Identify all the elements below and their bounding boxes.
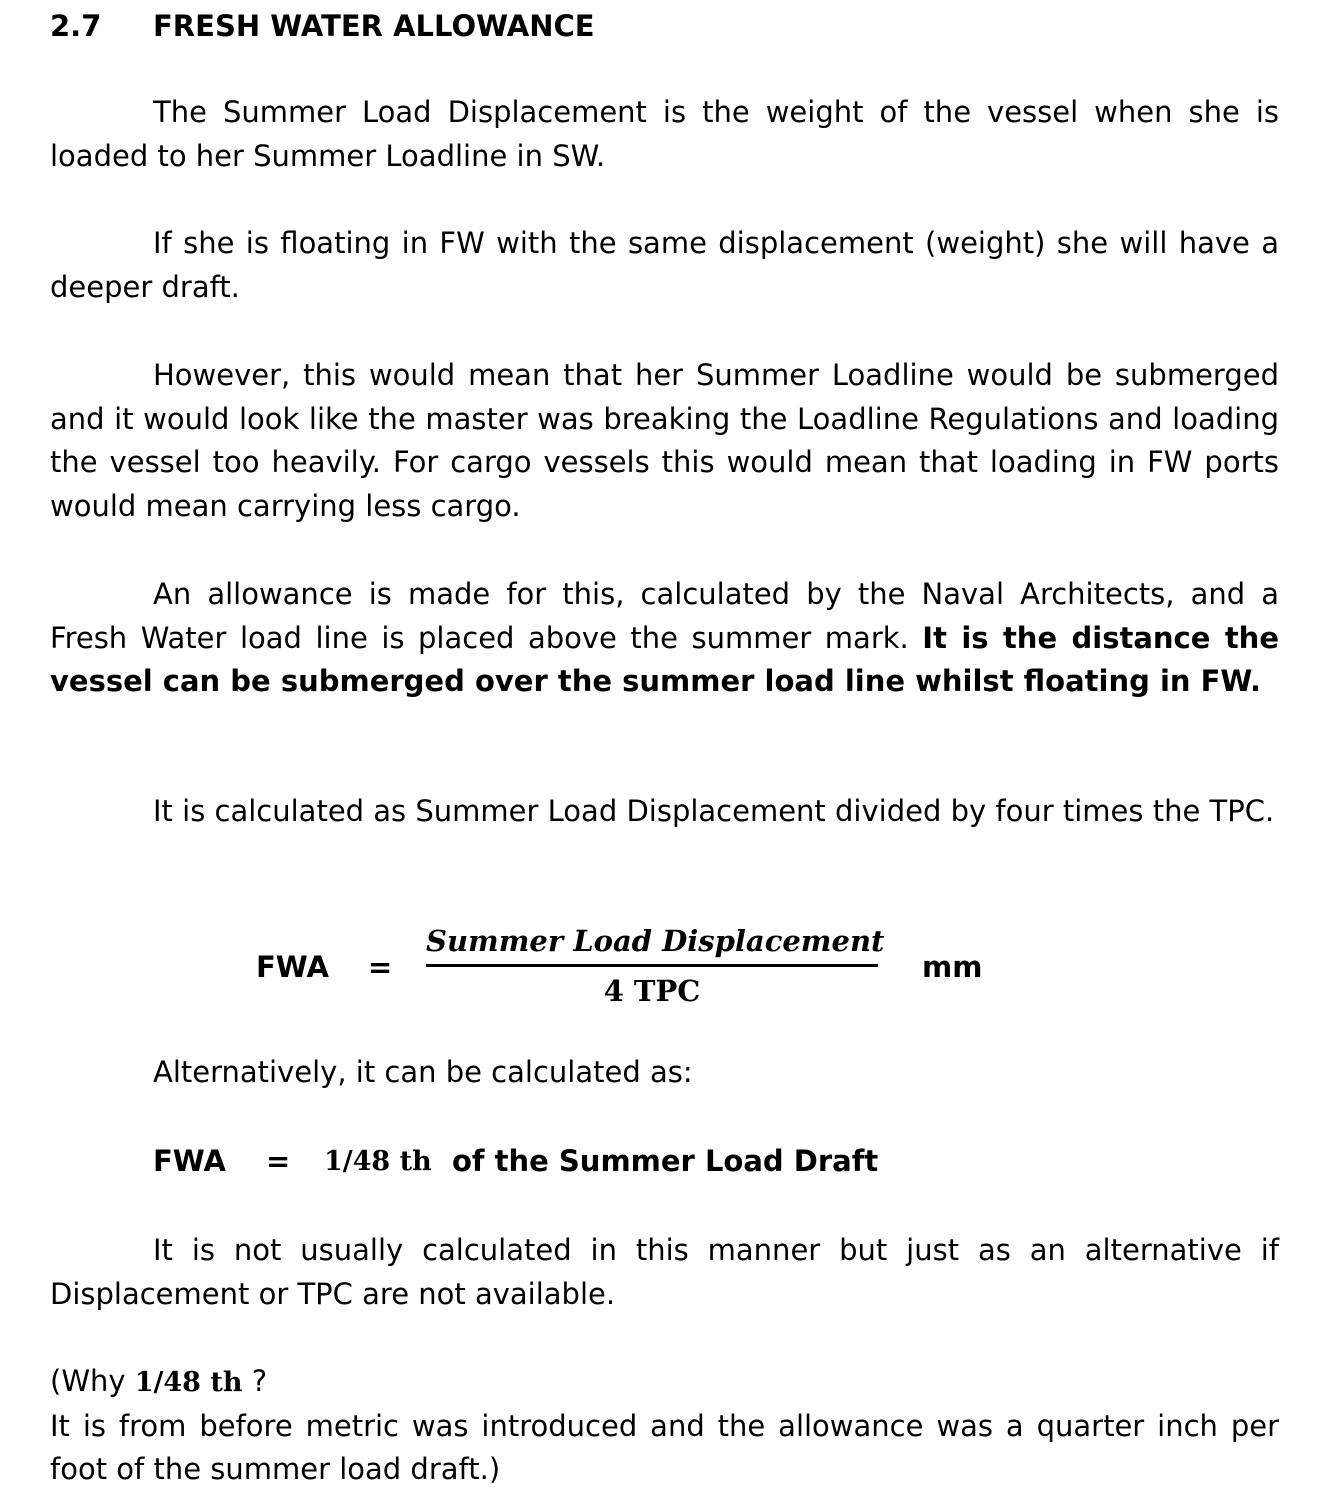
fwa-formula-displacement	[50, 920, 1279, 1020]
formula-unit: mm	[922, 950, 983, 984]
formula2-equals: =	[266, 1144, 291, 1178]
paragraph-summer-displacement: The Summer Load Displacement is the weight of the vessel when she is loaded to her Summer Loadline in SW.	[50, 95, 1279, 173]
why-question: ?	[242, 1364, 268, 1398]
fraction-bar	[426, 964, 878, 967]
why-open: (Why	[50, 1364, 135, 1398]
formula2-rest: of the Summer Load Draft	[452, 1144, 879, 1178]
formula-denominator: 4 TPC	[603, 974, 701, 1008]
paragraph-calculation: It is calculated as Summer Load Displacement divided by four times the TPC.	[153, 794, 1275, 828]
section-title: FRESH WATER ALLOWANCE	[153, 9, 595, 43]
why-note	[50, 1360, 1279, 1492]
allowance-text: An allowance is made for this, calculated by the Naval Architects, and a Fresh Water load line is placed above the summer mark.	[50, 577, 1279, 655]
paragraph-allowance-definition	[50, 573, 1279, 704]
formula-lhs: FWA	[256, 950, 329, 984]
paragraph-loadline-concern: However, this would mean that her Summer Loadline would be submerged and it would look like the master was breaking the Loadline Regulations and loading the vessel too heavily. For cargo vessels this would mean that loading in FW ports would mean carrying less cargo.	[50, 358, 1279, 523]
why-explanation: It is from before metric was introduced and the allowance was a quarter inch per foot of the summer load draft.)	[50, 1408, 1279, 1487]
section-number: 2.7	[50, 9, 102, 43]
paragraph-alternative-note: It is not usually calculated in this manner but just as an alternative if Displacement or TPC are not available.	[50, 1233, 1279, 1311]
allowance-definition-bold: It is the distance the vessel can be submerged over the summer load line whilst floating in FW.	[50, 620, 1279, 699]
formula2-fraction: 1/48 th	[324, 1146, 432, 1177]
why-fraction: 1/48 th	[134, 1367, 243, 1398]
formula2-lhs: FWA	[153, 1144, 226, 1178]
fwa-formula-draft	[50, 1140, 1279, 1190]
formula-equals: =	[368, 950, 393, 984]
paragraph-fresh-water-draft: If she is floating in FW with the same displacement (weight) she will have a deeper draft.	[50, 226, 1279, 304]
formula-numerator: Summer Load Displacement	[426, 924, 885, 958]
alternative-intro: Alternatively, it can be calculated as:	[153, 1055, 693, 1089]
